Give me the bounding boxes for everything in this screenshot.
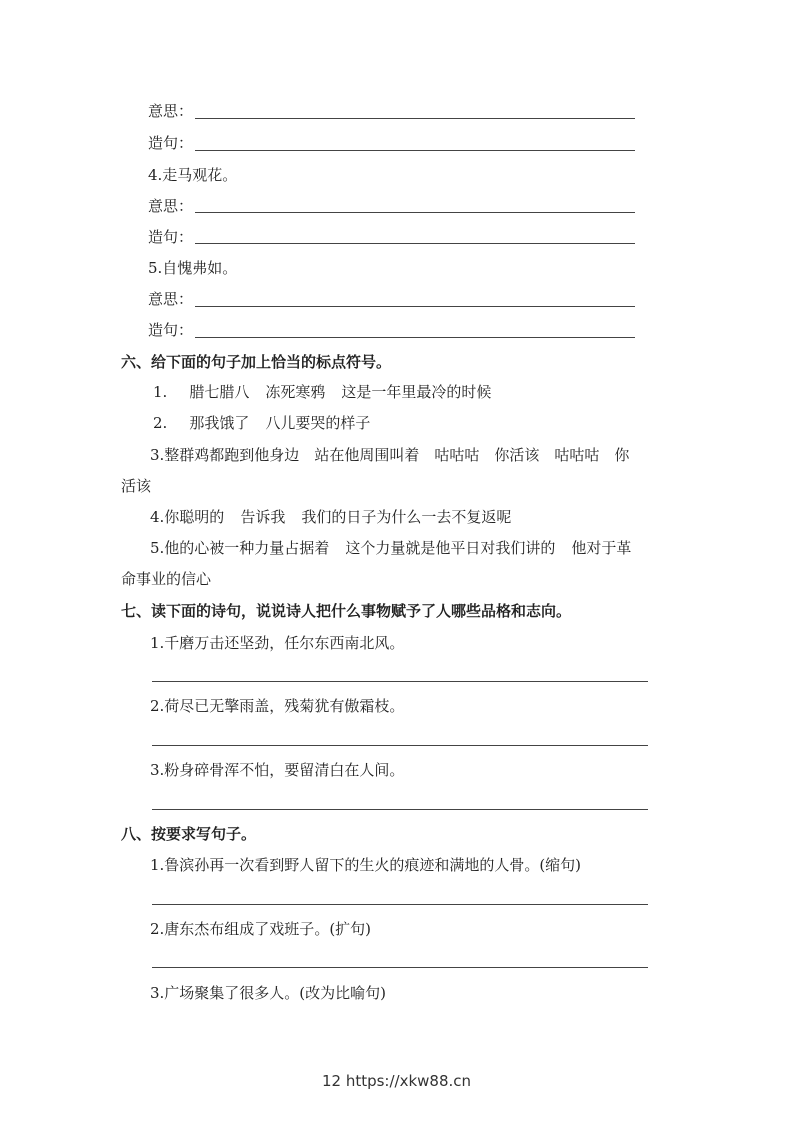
answer-line[interactable] [195,150,635,151]
item-number: 2. [153,414,168,432]
page-footer: 12 https://xkw88.cn [321,1072,472,1090]
answer-line[interactable] [195,337,635,338]
sentence-label: 造句： [148,134,194,152]
answer-line[interactable] [152,967,648,968]
phrase: 3.整群鸡都跑到他身边 [150,446,300,464]
phrase: 腊七腊八 [189,383,250,401]
idiom-item-5: 5.自愧弗如。 [148,259,238,277]
phrase: 5.他的心被一种力量占据着 [150,539,330,557]
meaning-label: 意思： [148,197,194,215]
phrase: 你活该 [494,446,540,464]
answer-line[interactable] [195,306,635,307]
phrase: 站在他周围叫着 [314,446,420,464]
punctuation-item-5 [150,538,631,558]
sentence-label: 造句： [148,228,194,246]
phrase: 4.你聪明的 [150,508,225,526]
answer-line[interactable] [152,681,648,682]
phrase: 那我饿了 [189,414,250,432]
answer-line[interactable] [152,809,648,810]
phrase: 告诉我 [240,508,286,526]
meaning-label: 意思： [148,102,194,120]
poem-line-2: 2.荷尽已无擎雨盖，残菊犹有傲霜枝。 [150,697,405,715]
rewrite-item-3: 3.广场聚集了很多人。(改为比喻句) [150,984,387,1002]
punctuation-item-2 [153,413,370,433]
phrase: 你 [614,446,630,464]
rewrite-item-1: 1.鲁滨孙再一次看到野人留下的生火的痕迹和满地的人骨。(缩句) [150,856,582,874]
poem-line-1: 1.千磨万击还坚劲，任尔东西南北风。 [150,634,405,652]
sentence-label: 造句： [148,321,194,339]
answer-line[interactable] [195,212,635,213]
answer-line[interactable] [195,243,635,244]
poem-line-3: 3.粉身碎骨浑不怕，要留清白在人间。 [150,761,405,779]
phrase: 咕咕咕 [554,446,600,464]
section-heading-8: 八、按要求写句子。 [121,825,257,843]
idiom-item-4: 4.走马观花。 [148,166,238,184]
phrase: 八儿要哭的样子 [265,414,371,432]
phrase: 我们的日子为什么一去不复返呢 [301,508,512,526]
answer-line[interactable] [152,904,648,905]
punctuation-item-5-continued: 命事业的信心 [121,570,212,588]
phrase: 这个力量就是他平日对我们讲的 [345,539,556,557]
section-heading-7: 七、读下面的诗句，说说诗人把什么事物赋予了人哪些品格和志向。 [121,602,572,620]
phrase: 他对于革 [571,539,632,557]
answer-line[interactable] [195,118,635,119]
item-number: 1. [153,383,168,401]
section-heading-6: 六、给下面的句子加上恰当的标点符号。 [121,353,392,371]
rewrite-item-2: 2.唐东杰布组成了戏班子。(扩句) [150,920,372,938]
punctuation-item-3 [150,445,629,465]
punctuation-item-1 [153,382,491,402]
punctuation-item-3-continued: 活该 [121,477,152,495]
phrase: 咕咕咕 [434,446,480,464]
phrase: 冻死寒鸦 [265,383,326,401]
phrase: 这是一年里最冷的时候 [341,383,492,401]
meaning-label: 意思： [148,290,194,308]
punctuation-item-4 [150,507,511,527]
answer-line[interactable] [152,745,648,746]
